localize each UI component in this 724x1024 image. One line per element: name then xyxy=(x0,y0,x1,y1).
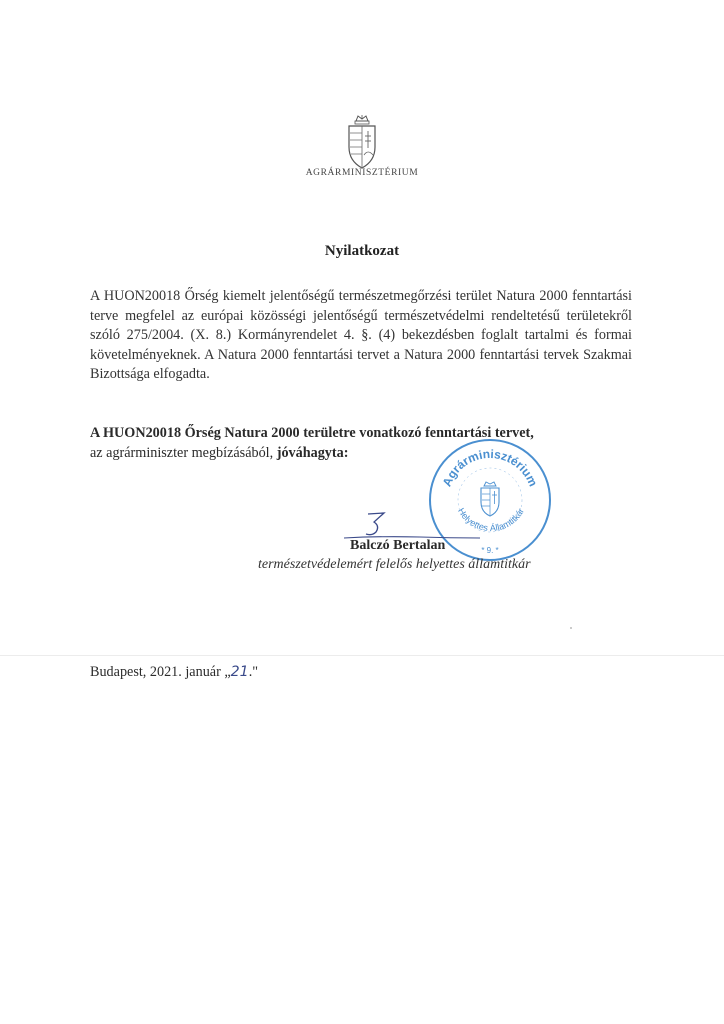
scan-speck xyxy=(570,627,572,629)
divider-line xyxy=(0,655,724,656)
stamp-star-right: * xyxy=(493,546,499,555)
stamp-bottom-text: Helyettes Államtitkár xyxy=(455,506,526,534)
signer-name: Balczó Bertalan xyxy=(350,538,446,553)
hungarian-coat-of-arms-icon xyxy=(342,115,382,171)
signer-title: természetvédelemért felelős helyettes államtitkár xyxy=(258,557,531,572)
date-prefix: Budapest, 2021. január „ xyxy=(90,664,231,680)
svg-text:Agrárminisztérium xyxy=(440,447,541,489)
ministry-name: AGRÁRMINISZTÉRIUM xyxy=(305,168,419,178)
approval-prefix: az agrárminiszter megbízásából, xyxy=(90,444,277,461)
approval-line-1: A HUON20018 Őrség Natura 2000 területre vonatkozó fenntartási tervet, xyxy=(90,425,534,441)
stamp-top-text: Agrárminisztérium xyxy=(439,446,541,489)
date-suffix: ." xyxy=(248,664,259,680)
document-title: Nyilatkozat xyxy=(324,243,400,259)
svg-text:* 9. * xyxy=(481,546,498,555)
stamp-star-left: * xyxy=(481,546,487,555)
statement-paragraph: A HUON20018 Őrség kiemelt jelentőségű természetmegőrzési terület Natura 2000 fenntartási terve megfelel az európai közösségi jelentőségű természetvédelmi rendeltetésű területekről szóló 275/2004. (X. 8.) Kormányrendelet 4. §. (4) bekezdésben foglalt tartalmi és formai követelményeknek. A Natura 2000 fenntartási tervet a Natura 2000 fenntartási tervek Szakmai Bizottsága elfogadta. xyxy=(90,288,632,383)
stamp-number: 9. xyxy=(486,546,494,555)
approval-approved-label: jóváhagyta: xyxy=(276,444,349,461)
date-line xyxy=(90,664,258,681)
handwritten-day: 21 xyxy=(230,664,249,680)
